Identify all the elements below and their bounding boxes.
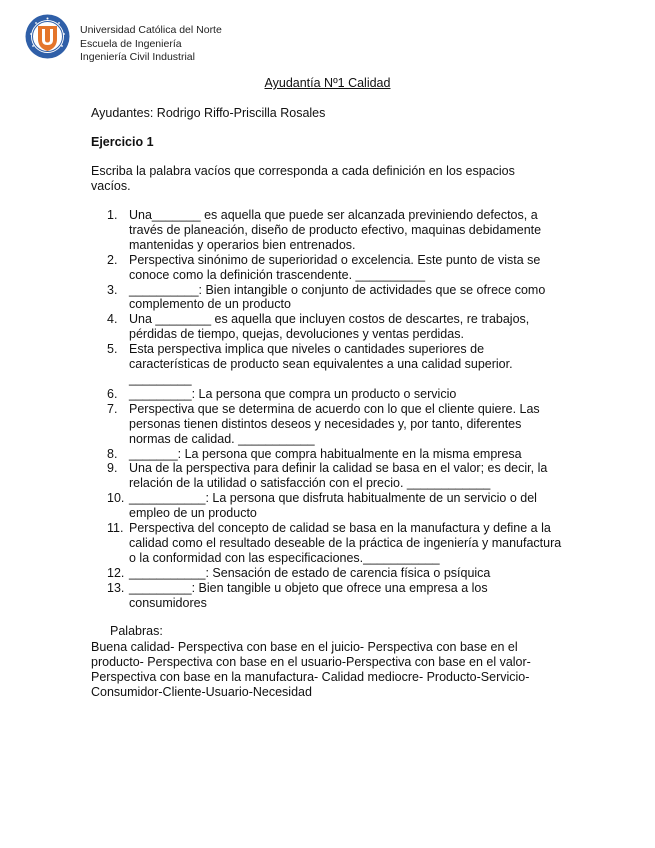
institution-line: Universidad Católica del Norte — [80, 24, 222, 36]
item-number: 12. — [107, 565, 125, 580]
list-item — [91, 521, 566, 566]
item-text: Una de la perspectiva para definir la calidad se basa en el valor; es decir, la relación de la utilidad o satisfacción con el precio. ____________ — [129, 461, 548, 491]
item-number: 6. — [107, 386, 118, 401]
list-item — [91, 208, 566, 253]
item-text: Una ________ es aquella que incluyen costos de descartes, re trabajos, pérdidas de tiempo, quejas, devoluciones y ventas perdidas. — [129, 312, 530, 342]
list-item — [91, 283, 566, 313]
words-label: Palabras: — [110, 624, 163, 638]
exercise-heading: Ejercicio 1 — [91, 135, 154, 149]
helpers-line: Ayudantes: Rodrigo Riffo-Priscilla Rosales — [91, 106, 326, 120]
list-item — [91, 447, 566, 462]
item-number: 9. — [107, 461, 118, 476]
list-item — [91, 402, 566, 447]
item-number: 7. — [107, 401, 118, 416]
institution-header — [80, 24, 222, 65]
words-list: Buena calidad- Perspectiva con base en el juicio- Perspectiva con base en el producto- Perspectiva con base en el usuario-Perspectiva con base en el valor- Perspectiva con base en la manufactura- Calidad mediocre- Producto-Servicio- Consumidor-Cliente-Usuario-Necesidad — [91, 640, 531, 699]
item-text: __________: Bien intangible o conjunto de actividades que se ofrece como complemento de un producto — [129, 282, 546, 312]
list-item — [91, 253, 566, 283]
list-item — [91, 491, 566, 521]
document-title: Ayudantía Nº1 Calidad — [264, 76, 391, 90]
item-text: ___________: Sensación de estado de carencia física o psíquica — [129, 565, 491, 580]
list-item — [91, 342, 566, 387]
item-number: 13. — [107, 580, 125, 595]
item-number: 3. — [107, 282, 118, 297]
institution-line: Escuela de Ingeniería — [80, 37, 182, 50]
item-text: Perspectiva del concepto de calidad se basa en la manufactura y define a la calidad como el resultado deseable de la práctica de ingeniería y manufactura o la conformidad con las especificaciones.___________ — [129, 521, 562, 565]
institution-line: Ingeniería Civil Industrial — [80, 51, 195, 63]
item-number: 1. — [107, 208, 118, 222]
item-text: _______: La persona que compra habitualmente en la misma empresa — [129, 446, 522, 461]
item-text: ___________: La persona que disfruta habitualmente de un servicio o del empleo de un producto — [129, 491, 537, 521]
university-seal-icon — [25, 14, 70, 59]
list-item — [91, 566, 566, 581]
item-number: 4. — [107, 312, 118, 327]
item-text: _________: Bien tangible u objeto que ofrece una empresa a los consumidores — [129, 580, 488, 610]
list-item — [91, 312, 566, 342]
item-number: 8. — [107, 446, 118, 461]
list-item — [91, 387, 566, 402]
definitions-list — [91, 208, 566, 610]
item-number: 5. — [107, 342, 118, 357]
item-text: Perspectiva que se determina de acuerdo con lo que el cliente quiere. Las personas tienen distintos deseos y necesidades y, por tanto, diferentes normas de calidad. ___________ — [129, 401, 540, 446]
item-text: Perspectiva sinónimo de superioridad o excelencia. Este punto de vista se conoce como la definición trascendente. __________ — [129, 252, 541, 282]
item-text: Esta perspectiva implica que niveles o cantidades superiores de características de producto sean equivalentes a una calidad superior. _________ — [129, 342, 513, 386]
item-text: _________: La persona que compra un producto o servicio — [129, 386, 457, 401]
item-text: Una_______ es aquella que puede ser alcanzada previniendo defectos, a través de planeación, diseño de producto efectivo, maquinas debidamente mantenidas y operarios bien entrenados. — [129, 208, 542, 252]
item-number: 11. — [107, 521, 124, 536]
exercise-instructions: Escriba la palabra vacíos que corresponda a cada definición en los espacios vacíos. — [91, 164, 515, 193]
list-item — [91, 461, 566, 491]
list-item — [91, 581, 566, 611]
item-number: 2. — [107, 252, 118, 267]
item-number: 10. — [107, 491, 125, 506]
